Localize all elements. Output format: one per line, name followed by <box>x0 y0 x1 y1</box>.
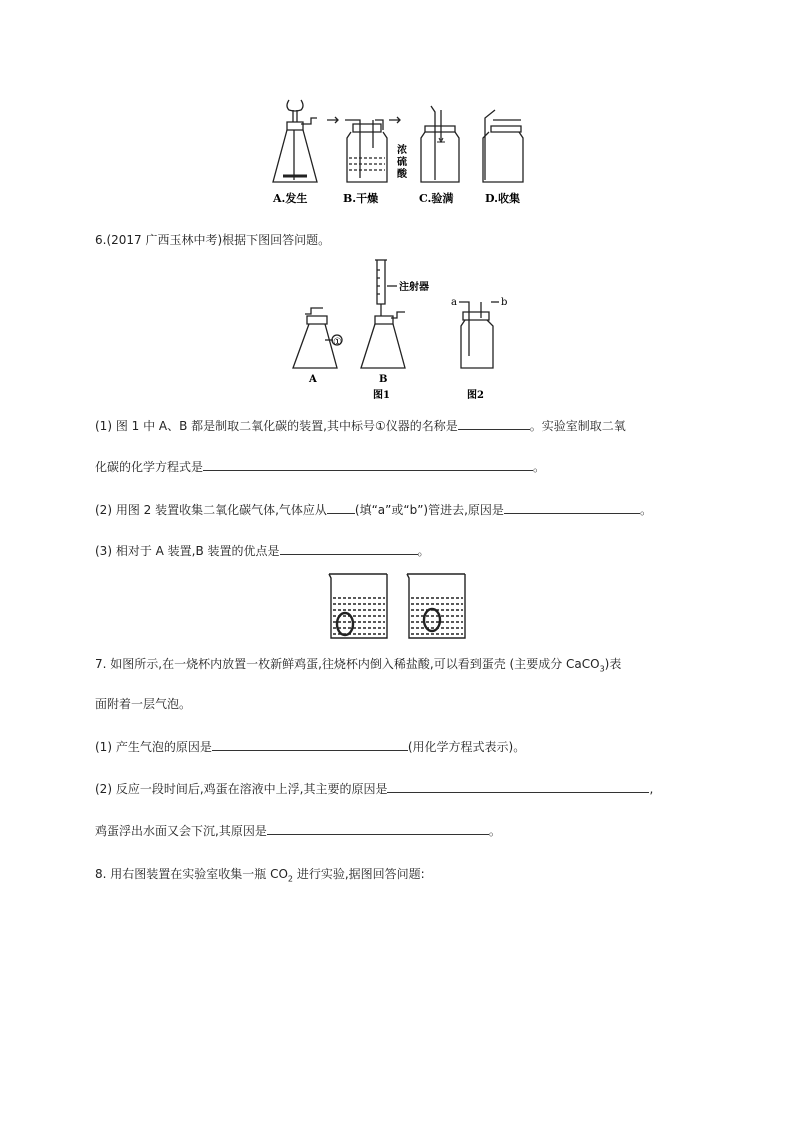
q7-intro-line2: 面附着一层气泡。 <box>95 697 192 711</box>
tube-a-label: a <box>451 297 457 308</box>
q6-part1-line2 <box>95 458 545 475</box>
q8-text <box>95 866 425 887</box>
q7-part1 <box>95 738 525 755</box>
q7-intro-sub: 3 <box>599 664 605 674</box>
q7-part1-text-a: (1) 产生气泡的原因是 <box>95 740 212 754</box>
q7-beakers-figure <box>325 568 475 642</box>
q6-part3-text-b: 。 <box>417 544 430 558</box>
q6-part3-text-a: (3) 相对于 A 装置,B 装置的优点是 <box>95 544 280 558</box>
q6-part3 <box>95 542 430 559</box>
q8-text-b: 进行实验,据图回答问题: <box>293 867 425 881</box>
q6-part1-line1 <box>95 417 626 434</box>
q7-intro-text-a: 7. 如图所示,在一烧杯内放置一枚新鲜鸡蛋,往烧杯内倒入稀盐酸,可以看到蛋壳 (主要成分 CaCO <box>95 657 600 671</box>
q6-figure <box>285 256 515 402</box>
q6-part2 <box>95 501 652 518</box>
top-apparatus-figure <box>265 98 535 210</box>
beaker-left <box>329 574 387 638</box>
q6-part1-text-c: 化碳的化学方程式是 <box>95 460 204 474</box>
q6-part1-text-d: 。 <box>533 460 546 474</box>
bottle-fig2 <box>459 302 499 368</box>
fig2-caption: 图2 <box>467 390 484 401</box>
q6-title: 6.(2017 广西玉林中考)根据下图回答问题。 <box>95 233 331 247</box>
label-d-collect: D.收集 <box>485 192 520 205</box>
q6-part2-text-b: (填“a”或“b”)管进去,原因是 <box>354 503 504 517</box>
q7-intro-text-b: )表 <box>604 657 622 671</box>
q7-part2-blank1[interactable] <box>387 780 649 793</box>
q7-part2-text-d: 。 <box>488 824 501 838</box>
apparatus-a-generator <box>273 100 317 182</box>
q7-part2-line1 <box>95 780 653 797</box>
label-c-check: C.验满 <box>419 192 454 205</box>
label-a-generate: A.发生 <box>273 192 308 205</box>
fig1-caption: 图1 <box>373 390 390 401</box>
label-a: A <box>309 374 317 385</box>
acid-label-2: 硫 <box>397 157 407 168</box>
tube-b-label: b <box>501 297 508 308</box>
apparatus-d-collect <box>483 110 523 182</box>
q6-part2-blank1[interactable] <box>327 501 355 514</box>
q7-intro-line1 <box>95 656 621 677</box>
apparatus-c-full-check <box>421 106 459 182</box>
q6-part2-text-c: 。 <box>639 503 652 517</box>
q6-part2-text-a: (2) 用图 2 装置收集二氧化碳气体,气体应从 <box>95 503 327 517</box>
q8-text-a: 8. 用右图装置在实验室收集一瓶 CO <box>95 867 288 881</box>
q6-part3-blank[interactable] <box>280 542 418 555</box>
label-b-dry: B.干燥 <box>343 192 379 205</box>
q7-part2-text-b: , <box>649 782 654 796</box>
q7-part1-blank[interactable] <box>212 738 408 751</box>
q7-part2-blank2[interactable] <box>267 822 489 835</box>
syringe-label: 注射器 <box>399 282 429 293</box>
q6-part1-blank1[interactable] <box>458 417 530 430</box>
q6-part2-blank2[interactable] <box>504 501 640 514</box>
q7-part2-text-a: (2) 反应一段时间后,鸡蛋在溶液中上浮,其主要的原因是 <box>95 782 388 796</box>
q8-sub: 2 <box>287 874 293 884</box>
label-b: B <box>379 374 388 385</box>
beaker-right <box>407 574 465 638</box>
flask-b-with-syringe <box>361 260 405 368</box>
acid-label-1: 浓 <box>397 145 407 156</box>
q7-part1-text-b: (用化学方程式表示)。 <box>407 740 526 754</box>
apparatus-b-drying <box>345 120 387 182</box>
q7-part2-line2 <box>95 822 501 839</box>
acid-label-3: 酸 <box>397 169 407 180</box>
q6-part1-blank2[interactable] <box>203 458 533 471</box>
q6-part1-text-b: 。实验室制取二氧 <box>529 419 626 433</box>
q6-part1-text-a: (1) 图 1 中 A、B 都是制取二氧化碳的装置,其中标号①仪器的名称是 <box>95 419 458 433</box>
q7-part2-text-c: 鸡蛋浮出水面又会下沉,其原因是 <box>95 824 267 838</box>
marker-1: ① <box>333 337 342 348</box>
